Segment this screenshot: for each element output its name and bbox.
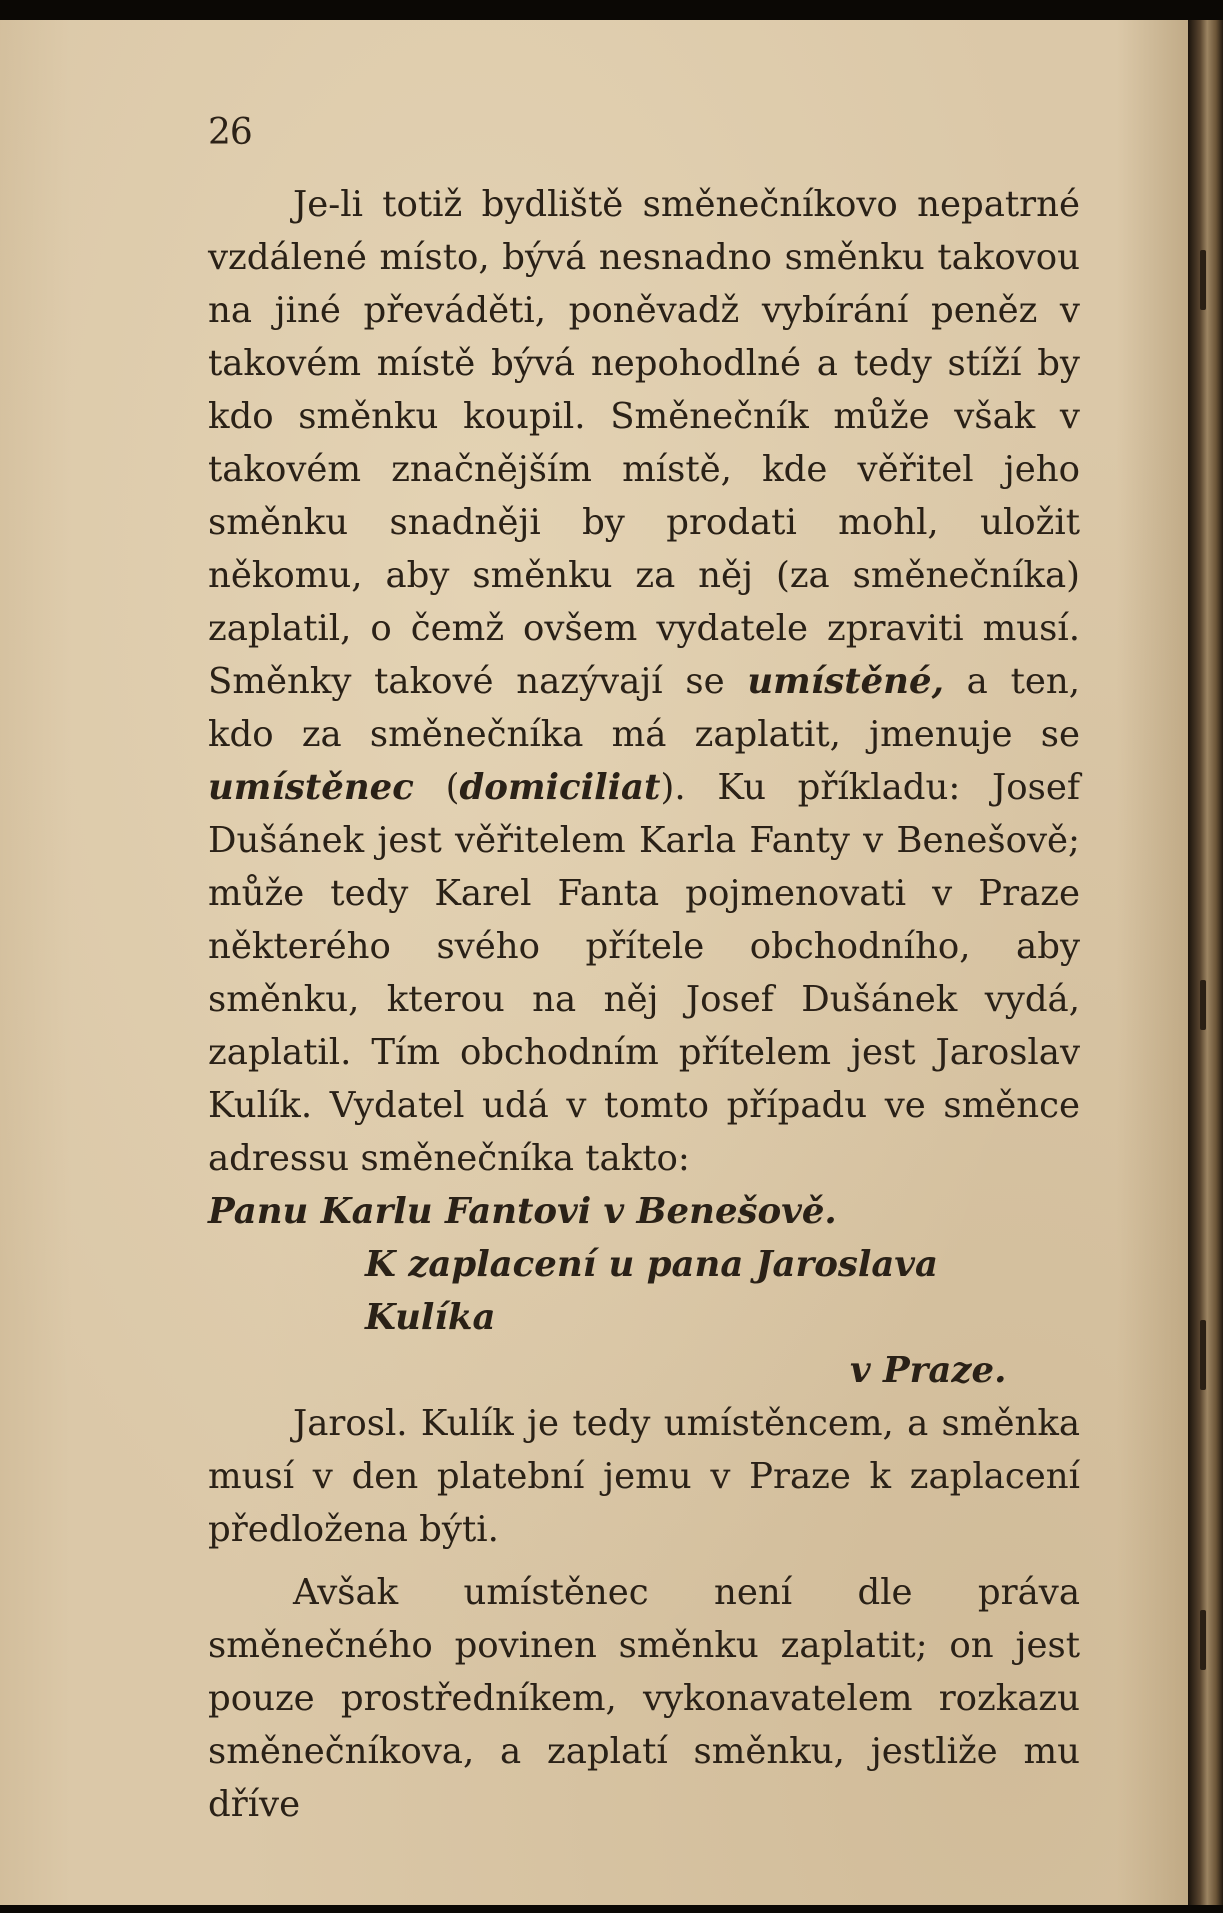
paragraph-1-part-2: a ten, kdo za směnečníka má zaplatit, jmenuje se bbox=[208, 661, 1080, 755]
edge-mark-1 bbox=[1200, 250, 1206, 310]
paragraph-1-paren-open: ( bbox=[413, 767, 460, 808]
edge-mark-3 bbox=[1200, 1320, 1206, 1390]
paragraph-3: Avšak umístěnec není dle práva směnečného povinen směnku zaplatit; on jest pouze prostředníkem, vykonavatelem rozkazu směnečníkova, a zaplatí směnku, jestliže mu dříve bbox=[208, 1572, 1080, 1825]
term-domiciliat: domiciliat bbox=[459, 767, 661, 808]
term-umistenec: umístěnec bbox=[208, 767, 414, 808]
body-text bbox=[208, 178, 1080, 1831]
address-line-1: Panu Karlu Fantovi v Benešově. bbox=[208, 1191, 837, 1232]
page-number: 26 bbox=[208, 112, 252, 153]
book-page bbox=[0, 20, 1188, 1905]
paragraph-1-part-3: ). Ku příkladu: Josef Dušánek jest věřitelem Karla Fanty v Benešově; může tedy Karel Fanta pojmenovati v Praze některého svého přítele obchodního, aby směnku, kterou na něj Josef Dušánek vydá, zaplatil. Tím obchodním přítelem jest Jaroslav Kulík. Vydatel udá v tomto případu ve směnce adressu směnečníka takto: bbox=[208, 767, 1080, 1179]
address-line-3: v Praze. bbox=[850, 1350, 1007, 1391]
paragraph-1-part-1: Je-li totiž bydliště směnečníkovo nepatrné vzdálené místo, bývá nesnadno směnku takovou na jiné převáděti, poněvadž vybírání peněz v takovém místě bývá nepohodlné a tedy stíží by kdo směnku koupil. Směnečník může však v takovém značnějším místě, kde věřitel jeho směnku snadněji by prodati mohl, uložit někomu, aby směnku za něj (za směnečníka) zaplatil, o čemž ovšem vydatele zpraviti musí. Směnky takové nazývají se bbox=[208, 184, 1080, 702]
paragraph-gap bbox=[208, 1556, 1080, 1566]
edge-mark-2 bbox=[1200, 980, 1206, 1030]
address-line-2: K zaplacení u pana Jaroslava Kulíka bbox=[365, 1244, 938, 1338]
adjacent-page-edge bbox=[1188, 20, 1223, 1905]
term-umistene: umístěné, bbox=[747, 661, 944, 702]
paragraph-1 bbox=[208, 178, 1080, 1185]
paragraph-2: Jarosl. Kulík je tedy umístěncem, a směnka musí v den platební jemu v Praze k zaplacení předložena býti. bbox=[208, 1403, 1080, 1550]
edge-mark-4 bbox=[1200, 1610, 1206, 1670]
